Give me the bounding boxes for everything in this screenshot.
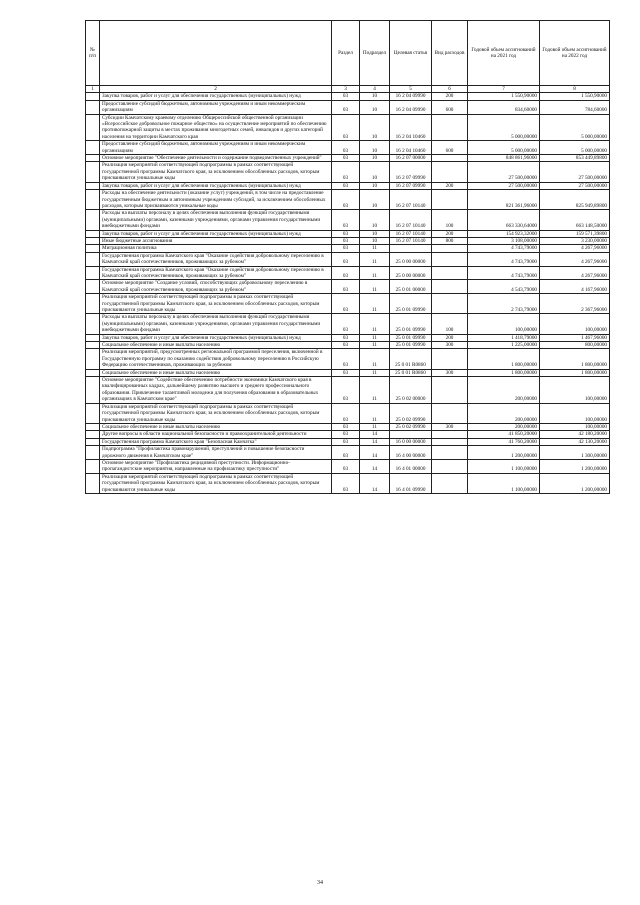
row-name-cell: Расходы на выплаты персоналу в целях обеспечения выполнения функций государственными (муниципальными) органами, казенными учреждениями, органами управления государственными внебюджетными фондами [100, 210, 332, 230]
table-row [86, 252, 610, 266]
header-razdel: Раздел [332, 21, 360, 86]
table-row [86, 294, 610, 314]
row-target-cell: 25 0 01 09990 [390, 334, 432, 341]
row-2022-cell: 853 449,89800 [540, 155, 610, 162]
row-razdel-cell: 03 [332, 349, 360, 369]
row-2022-cell: 1 550,90000 [540, 93, 610, 100]
table-row [86, 93, 610, 100]
table-row [86, 245, 610, 252]
row-razdel-cell: 03 [332, 266, 360, 280]
row-vid-cell [432, 252, 468, 266]
row-target-cell: 25 0 01 09990 [390, 294, 432, 314]
row-number-cell [86, 280, 100, 294]
row-2021-cell: 834,60000 [468, 100, 540, 114]
row-name-cell: Закупка товаров, работ и услуг для обеспечения государственных (муниципальных) нужд [100, 93, 332, 100]
row-number-cell [86, 431, 100, 438]
row-vid-cell [432, 114, 468, 141]
row-name-cell: Реализация мероприятий соответствующей подпрограммы в рамках соответствующей государственной программы Камчатского края, за исключением обособленных расходов, которым присваиваются уникальные коды [100, 162, 332, 182]
row-2022-cell: 27 500,00000 [540, 162, 610, 182]
table-row [86, 182, 610, 189]
row-razdel-cell: 03 [332, 334, 360, 341]
row-name-cell: Закупка товаров, работ и услуг для обеспечения государственных (муниципальных) нужд [100, 230, 332, 237]
row-vid-cell: 800 [432, 237, 468, 244]
row-2021-cell: 200,00000 [468, 377, 540, 404]
row-2021-cell: 663 330,64000 [468, 210, 540, 230]
row-name-cell: Основное мероприятие "Обеспечение деятельности и содержание подведомственных учреждений" [100, 155, 332, 162]
row-2021-cell: 4 743,79000 [468, 266, 540, 280]
row-podrazdel-cell: 10 [360, 182, 390, 189]
row-razdel-cell: 03 [332, 403, 360, 423]
row-podrazdel-cell: 11 [360, 423, 390, 430]
row-number-cell [86, 438, 100, 445]
row-2022-cell: 4 267,96000 [540, 245, 610, 252]
row-podrazdel-cell: 11 [360, 245, 390, 252]
row-2022-cell: 2 367,96000 [540, 294, 610, 314]
row-razdel-cell: 03 [332, 369, 360, 376]
row-vid-cell [432, 403, 468, 423]
row-razdel-cell: 03 [332, 100, 360, 114]
row-vid-cell [432, 190, 468, 210]
row-number-cell [86, 403, 100, 423]
row-razdel-cell: 03 [332, 280, 360, 294]
row-razdel-cell: 03 [332, 162, 360, 182]
row-number-cell [86, 93, 100, 100]
table-row [86, 342, 610, 349]
row-vid-cell: 200 [432, 334, 468, 341]
table-row [86, 314, 610, 334]
row-2021-cell: 2 743,79000 [468, 294, 540, 314]
row-number-cell [86, 162, 100, 182]
row-number-cell [86, 141, 100, 155]
row-razdel-cell: 03 [332, 446, 360, 460]
row-2021-cell: 27 500,00000 [468, 162, 540, 182]
row-razdel-cell: 03 [332, 314, 360, 334]
row-2021-cell: 1 100,00000 [468, 473, 540, 493]
row-target-cell: 25 0 02 09990 [390, 423, 432, 430]
row-vid-cell: 200 [432, 230, 468, 237]
table-row [86, 280, 610, 294]
row-name-cell: Социальное обеспечение и иные выплаты населению [100, 369, 332, 376]
column-index-row [86, 86, 610, 93]
row-target-cell: 16 2 07 09990 [390, 162, 432, 182]
row-number-cell [86, 334, 100, 341]
column-index: 5 [390, 86, 432, 93]
row-2021-cell: 100,00000 [468, 314, 540, 334]
row-name-cell: Иные бюджетные ассигнования [100, 237, 332, 244]
row-number-cell [86, 377, 100, 404]
table-row [86, 100, 610, 114]
row-number-cell [86, 459, 100, 473]
column-index: 8 [540, 86, 610, 93]
row-target-cell: 16 2 04 10460 [390, 141, 432, 155]
row-vid-cell [432, 446, 468, 460]
row-2021-cell: 1 550,90000 [468, 93, 540, 100]
row-podrazdel-cell: 11 [360, 294, 390, 314]
table-row [86, 377, 610, 404]
row-vid-cell [432, 245, 468, 252]
row-number-cell [86, 155, 100, 162]
row-name-cell: Закупка товаров, работ и услуг для обеспечения государственных (муниципальных) нужд [100, 182, 332, 189]
row-razdel-cell: 03 [332, 155, 360, 162]
row-target-cell: 25 0 01 R0860 [390, 369, 432, 376]
row-podrazdel-cell: 10 [360, 100, 390, 114]
row-vid-cell: 100 [432, 314, 468, 334]
row-2021-cell: 4 543,79000 [468, 280, 540, 294]
row-podrazdel-cell: 10 [360, 141, 390, 155]
row-target-cell: 16 2 04 09990 [390, 93, 432, 100]
row-target-cell: 25 0 01 09990 [390, 314, 432, 334]
header-vid: Вид расходов [432, 21, 468, 86]
row-2022-cell: 800,00000 [540, 342, 610, 349]
budget-table-sheet [85, 20, 609, 494]
row-razdel-cell: 03 [332, 114, 360, 141]
row-2021-cell: 5 000,00000 [468, 141, 540, 155]
row-name-cell: Предоставление субсидий бюджетным, автономным учреждениям и иным некоммерческим организациям [100, 141, 332, 155]
row-2021-cell: 200,00000 [468, 403, 540, 423]
table-row [86, 334, 610, 341]
row-target-cell: 16 2 04 10460 [390, 114, 432, 141]
row-number-cell [86, 100, 100, 114]
row-number-cell [86, 369, 100, 376]
row-number-cell [86, 114, 100, 141]
row-name-cell: Государственная программа Камчатского края "Безопасная Камчатка" [100, 438, 332, 445]
row-name-cell: Социальное обеспечение и иные выплаты населению [100, 423, 332, 430]
row-2022-cell: 42 130,20000 [540, 438, 610, 445]
row-2021-cell: 1 225,00000 [468, 342, 540, 349]
column-index: 1 [86, 86, 100, 93]
row-name-cell: Государственная программа Камчатского края "Оказание содействия добровольному переселению в Камчатский край соотечественников, проживающих за рубежом" [100, 266, 332, 280]
row-razdel-cell: 03 [332, 377, 360, 404]
row-vid-cell: 200 [432, 182, 468, 189]
row-2021-cell: 154 923,32000 [468, 230, 540, 237]
row-razdel-cell: 03 [332, 182, 360, 189]
column-index: 4 [360, 86, 390, 93]
table-row [86, 446, 610, 460]
row-podrazdel-cell: 10 [360, 190, 390, 210]
row-target-cell: 16 2 04 09990 [390, 100, 432, 114]
row-target-cell: 16 4 00 00000 [390, 446, 432, 460]
row-number-cell [86, 252, 100, 266]
row-2022-cell: 100,00000 [540, 314, 610, 334]
row-2021-cell: 1 800,00000 [468, 369, 540, 376]
row-podrazdel-cell: 10 [360, 155, 390, 162]
row-podrazdel-cell: 10 [360, 114, 390, 141]
table-row [86, 162, 610, 182]
table-row [86, 473, 610, 493]
row-vid-cell: 600 [432, 100, 468, 114]
row-razdel-cell: 03 [332, 459, 360, 473]
row-target-cell: 16 2 07 09990 [390, 182, 432, 189]
budget-table [85, 20, 610, 494]
row-podrazdel-cell: 10 [360, 230, 390, 237]
row-target-cell: 16 4 01 00000 [390, 459, 432, 473]
row-razdel-cell: 03 [332, 190, 360, 210]
row-2021-cell: 1 100,00000 [468, 459, 540, 473]
table-header-row [86, 21, 610, 86]
row-razdel-cell: 03 [332, 431, 360, 438]
row-vid-cell: 200 [432, 93, 468, 100]
row-name-cell: Основное мероприятие "Создание условий, способствующих добровольному переселению в Камчатский край соотечественников, проживающих за рубежом" [100, 280, 332, 294]
row-target-cell [390, 431, 432, 438]
row-podrazdel-cell: 11 [360, 280, 390, 294]
table-row [86, 155, 610, 162]
row-podrazdel-cell: 11 [360, 334, 390, 341]
row-2022-cell: 100,00000 [540, 423, 610, 430]
row-podrazdel-cell: 14 [360, 438, 390, 445]
row-number-cell [86, 446, 100, 460]
row-2022-cell: 1 200,00000 [540, 473, 610, 493]
row-target-cell: 25 0 02 00000 [390, 377, 432, 404]
row-vid-cell [432, 162, 468, 182]
table-row [86, 230, 610, 237]
row-number-cell [86, 245, 100, 252]
row-target-cell: 25 0 01 09990 [390, 342, 432, 349]
row-target-cell: 16 2 07 10140 [390, 190, 432, 210]
column-index: 7 [468, 86, 540, 93]
row-2022-cell: 100,00000 [540, 403, 610, 423]
row-podrazdel-cell: 14 [360, 431, 390, 438]
row-name-cell: Расходы на выплаты персоналу в целях обеспечения выполнения функций государственными (муниципальными) органами, казенными учреждениями, органами управления государственными внебюджетными фондами [100, 314, 332, 334]
row-number-cell [86, 342, 100, 349]
row-razdel-cell: 03 [332, 473, 360, 493]
row-target-cell: 25 0 01 00000 [390, 280, 432, 294]
row-2021-cell: 41 760,20000 [468, 438, 540, 445]
table-row [86, 431, 610, 438]
row-target-cell: 25 0 01 R0860 [390, 349, 432, 369]
header-name [100, 21, 332, 86]
row-2022-cell: 100,00000 [540, 377, 610, 404]
table-row [86, 423, 610, 430]
row-vid-cell: 600 [432, 141, 468, 155]
row-razdel-cell: 03 [332, 230, 360, 237]
row-podrazdel-cell: 11 [360, 266, 390, 280]
row-razdel-cell: 03 [332, 438, 360, 445]
row-podrazdel-cell: 11 [360, 252, 390, 266]
row-vid-cell: 100 [432, 210, 468, 230]
row-2022-cell: 4 167,96000 [540, 280, 610, 294]
row-vid-cell [432, 438, 468, 445]
table-row [86, 237, 610, 244]
row-name-cell: Миграционная политика [100, 245, 332, 252]
table-row [86, 438, 610, 445]
row-name-cell: Предоставление субсидий бюджетным, автономным учреждениям и иным некоммерческим организациям [100, 100, 332, 114]
row-2021-cell: 1 200,00000 [468, 446, 540, 460]
table-row [86, 190, 610, 210]
row-name-cell: Социальное обеспечение и иные выплаты населению [100, 342, 332, 349]
row-target-cell: 25 0 02 09990 [390, 403, 432, 423]
table-row [86, 349, 610, 369]
table-row [86, 141, 610, 155]
row-number-cell [86, 266, 100, 280]
row-podrazdel-cell: 11 [360, 349, 390, 369]
row-target-cell [390, 245, 432, 252]
row-number-cell [86, 210, 100, 230]
row-vid-cell: 300 [432, 342, 468, 349]
row-target-cell: 16 2 07 10140 [390, 230, 432, 237]
row-razdel-cell: 03 [332, 245, 360, 252]
row-vid-cell [432, 459, 468, 473]
row-target-cell: 16 2 07 10140 [390, 210, 432, 230]
header-num: № п/п [86, 21, 100, 86]
row-2021-cell: 1 800,00000 [468, 349, 540, 369]
row-target-cell: 25 0 00 00000 [390, 252, 432, 266]
row-2022-cell: 1 300,00000 [540, 446, 610, 460]
row-razdel-cell: 03 [332, 237, 360, 244]
row-podrazdel-cell: 14 [360, 459, 390, 473]
row-name-cell: Закупка товаров, работ и услуг для обеспечения государственных (муниципальных) нужд [100, 334, 332, 341]
row-number-cell [86, 349, 100, 369]
table-body [86, 93, 610, 494]
header-2022: Годовой объем ассигнований на 2022 год [540, 21, 610, 86]
row-name-cell: Подпрограмма "Профилактика правонарушений, преступлений и повышение безопасности дорожного движения в Камчатском крае" [100, 446, 332, 460]
row-2022-cell: 1 200,00000 [540, 459, 610, 473]
row-podrazdel-cell: 14 [360, 446, 390, 460]
row-vid-cell [432, 377, 468, 404]
row-2022-cell: 159 571,39800 [540, 230, 610, 237]
row-podrazdel-cell: 11 [360, 342, 390, 349]
table-row [86, 403, 610, 423]
row-2022-cell: 663 148,50000 [540, 210, 610, 230]
row-name-cell: Другие вопросы в области национальной безопасности и правоохранительной деятельности [100, 431, 332, 438]
row-2022-cell: 1 800,00000 [540, 369, 610, 376]
row-2021-cell: 3 108,00000 [468, 237, 540, 244]
row-podrazdel-cell: 11 [360, 403, 390, 423]
row-2022-cell: 4 267,96000 [540, 252, 610, 266]
row-vid-cell [432, 155, 468, 162]
row-2022-cell: 784,60000 [540, 100, 610, 114]
row-razdel-cell: 03 [332, 93, 360, 100]
row-number-cell [86, 190, 100, 210]
row-target-cell: 16 4 01 09990 [390, 473, 432, 493]
row-2021-cell: 41 850,20000 [468, 431, 540, 438]
row-2022-cell: 3 230,00000 [540, 237, 610, 244]
row-2022-cell: 5 000,00000 [540, 141, 610, 155]
row-2021-cell: 1 418,79000 [468, 334, 540, 341]
row-name-cell: Реализация мероприятий соответствующей подпрограммы в рамках соответствующей государственной программы Камчатского края, за исключением обособленных расходов, которым присваиваются уникальные коды [100, 473, 332, 493]
row-number-cell [86, 182, 100, 189]
row-target-cell: 16 0 00 00000 [390, 438, 432, 445]
row-razdel-cell: 03 [332, 423, 360, 430]
row-vid-cell [432, 280, 468, 294]
column-index: 6 [432, 86, 468, 93]
header-2021: Годовой объем ассигнований на 2021 год [468, 21, 540, 86]
row-2021-cell: 200,00000 [468, 423, 540, 430]
header-target: Целевая статья [390, 21, 432, 86]
row-vid-cell [432, 294, 468, 314]
row-target-cell: 16 2 07 10140 [390, 237, 432, 244]
row-number-cell [86, 294, 100, 314]
row-2022-cell: 27 500,00000 [540, 182, 610, 189]
row-number-cell [86, 473, 100, 493]
row-podrazdel-cell: 11 [360, 369, 390, 376]
row-razdel-cell: 03 [332, 252, 360, 266]
row-2022-cell: 4 267,96000 [540, 266, 610, 280]
row-razdel-cell: 03 [332, 294, 360, 314]
row-name-cell: Субсидии Камчатскому краевому отделению Общероссийской общественной организации «Всероссийское добровольное пожарное общество» на осуществление мероприятий по обеспечению противопожарной защиты в местах проживания многодетных семей, инвалидов и других категорий населения на территории Камчатского края [100, 114, 332, 141]
row-2021-cell: 5 000,00000 [468, 114, 540, 141]
row-name-cell: Государственная программа Камчатского края "Оказание содействия добровольному переселению в Камчатский край соотечественников, проживающих за рубежом" [100, 252, 332, 266]
row-number-cell [86, 237, 100, 244]
row-name-cell: Основное мероприятие "Содействие обеспечению потребности экономики Камчатского края в квалифицированных кадрах, дальнейшему развитию высшего и среднего профессионального образования. Привлечение талантливой молодежи для получения образования в образовательных организациях в Камчатском крае" [100, 377, 332, 404]
row-podrazdel-cell: 10 [360, 162, 390, 182]
column-index: 3 [332, 86, 360, 93]
row-vid-cell [432, 349, 468, 369]
table-row [86, 459, 610, 473]
row-2021-cell: 848 861,96000 [468, 155, 540, 162]
row-razdel-cell: 03 [332, 141, 360, 155]
row-podrazdel-cell: 11 [360, 377, 390, 404]
row-2022-cell: 825 949,89800 [540, 190, 610, 210]
header-podrazdel: Подраздел [360, 21, 390, 86]
row-podrazdel-cell: 10 [360, 237, 390, 244]
row-podrazdel-cell: 10 [360, 210, 390, 230]
row-2021-cell: 4 743,79000 [468, 252, 540, 266]
table-row [86, 114, 610, 141]
row-2021-cell: 821 361,96000 [468, 190, 540, 210]
row-name-cell: Основное мероприятие "Профилактика рецидивной преступности. Информационно-пропагандистские мероприятия, направленные на профилактику преступности" [100, 459, 332, 473]
row-razdel-cell: 03 [332, 210, 360, 230]
row-2022-cell: 42 180,20000 [540, 431, 610, 438]
column-index: 2 [100, 86, 332, 93]
row-number-cell [86, 314, 100, 334]
row-target-cell: 25 0 00 00000 [390, 266, 432, 280]
row-target-cell: 16 2 07 00000 [390, 155, 432, 162]
page-number: 34 [317, 880, 323, 886]
row-podrazdel-cell: 11 [360, 314, 390, 334]
row-podrazdel-cell: 14 [360, 473, 390, 493]
row-2021-cell: 27 500,00000 [468, 182, 540, 189]
row-razdel-cell: 03 [332, 342, 360, 349]
row-2022-cell: 5 000,00000 [540, 114, 610, 141]
row-vid-cell [432, 431, 468, 438]
row-vid-cell [432, 266, 468, 280]
row-2022-cell: 1 467,96000 [540, 334, 610, 341]
row-number-cell [86, 230, 100, 237]
row-name-cell: Реализация мероприятий соответствующей подпрограммы в рамках соответствующей государственной программы Камчатского края, за исключением обособленных расходов, которым присваиваются уникальные коды [100, 403, 332, 423]
row-2022-cell: 1 800,00000 [540, 349, 610, 369]
row-name-cell: Реализация мероприятий соответствующей подпрограммы в рамках соответствующей государственной программы Камчатского края, за исключением обособленных расходов, которым присваиваются уникальные коды [100, 294, 332, 314]
row-number-cell [86, 423, 100, 430]
row-vid-cell: 300 [432, 369, 468, 376]
row-podrazdel-cell: 10 [360, 93, 390, 100]
row-name-cell: Расходы на обеспечение деятельности (оказание услуг) учреждений, в том числе на предоставление государственным бюджетным и автономным учреждениям субсидий, за исключением обособленных расходов, которым присваиваются уникальные коды [100, 190, 332, 210]
table-row [86, 210, 610, 230]
row-vid-cell: 300 [432, 423, 468, 430]
table-row [86, 369, 610, 376]
row-vid-cell [432, 473, 468, 493]
row-name-cell: Реализация мероприятий, предусмотренных региональной программой переселения, включенной в Государственную программу по оказанию содействия добровольному переселению в Российскую Федерацию соотечественников, проживающих за рубежом [100, 349, 332, 369]
table-row [86, 266, 610, 280]
row-2021-cell: 4 743,79000 [468, 245, 540, 252]
